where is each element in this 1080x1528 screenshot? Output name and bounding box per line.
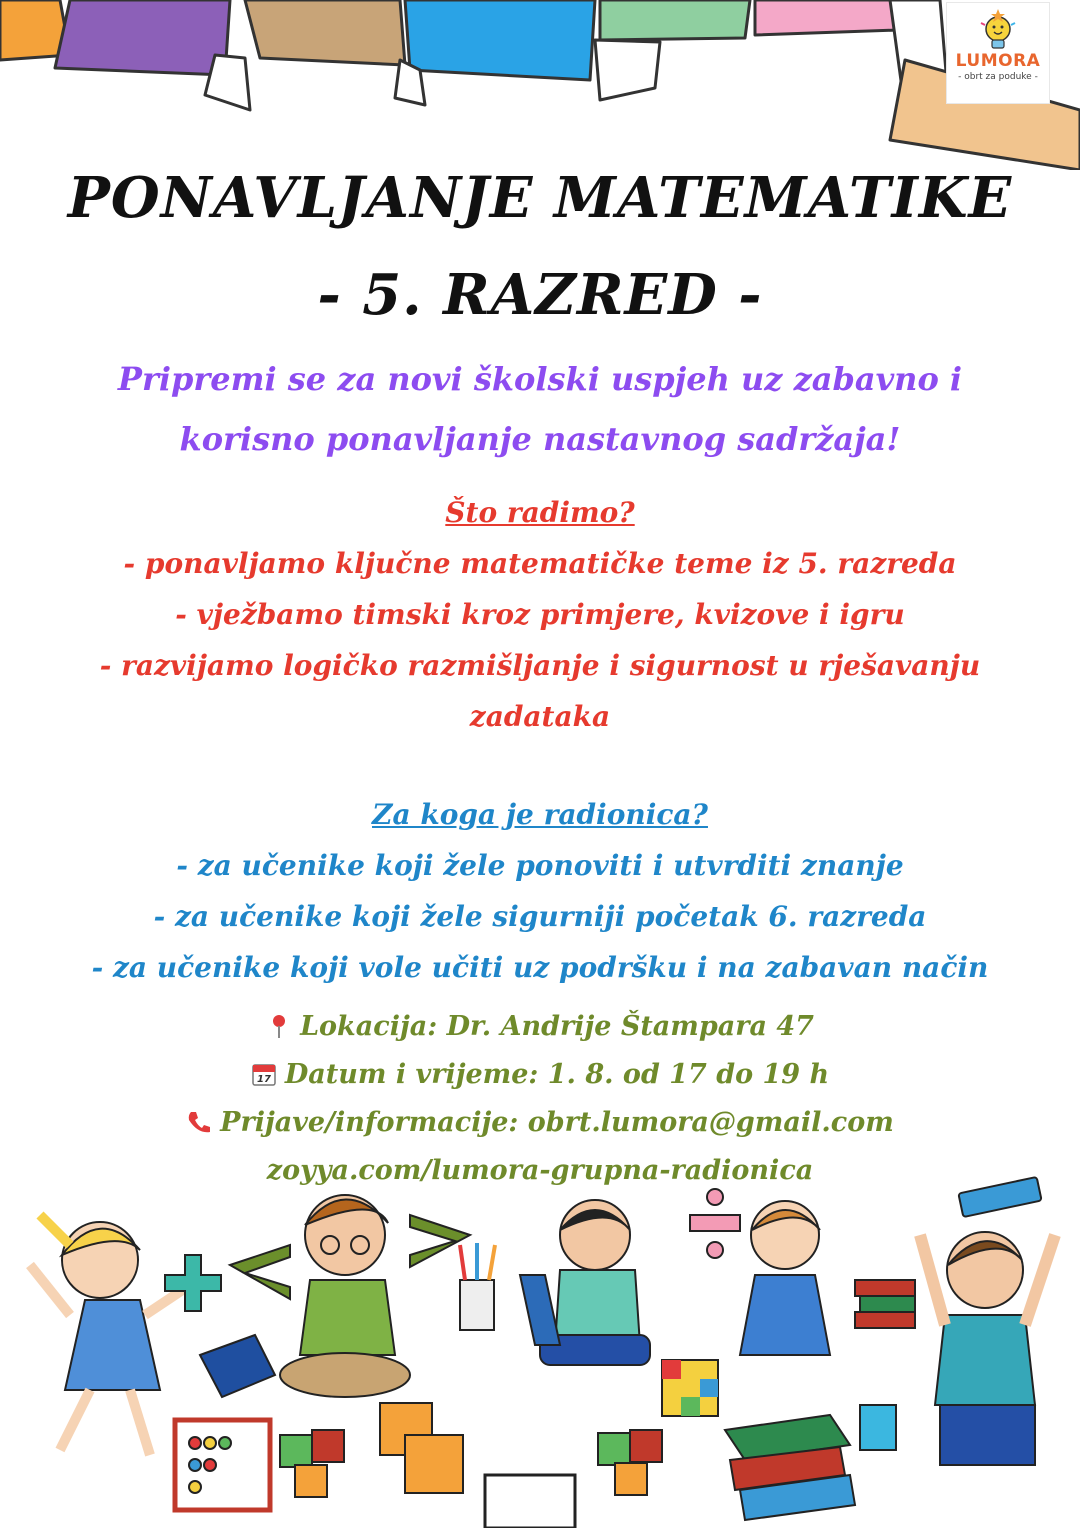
- lightbulb-icon: [976, 9, 1020, 53]
- what-section: [20, 487, 1060, 742]
- subtitle: [40, 349, 1040, 469]
- location-line: [20, 1003, 1060, 1051]
- logo-name: LUMORA: [955, 51, 1041, 71]
- location-text: Lokacija: Dr. Andrije Štampara 47: [300, 1011, 814, 1042]
- what-item: - razvijamo logičko razmišljanje i sigurnost u rješavanju: [99, 649, 981, 682]
- date-line: [20, 1051, 1060, 1099]
- svg-text:17: 17: [256, 1074, 271, 1085]
- who-section: [20, 789, 1060, 993]
- children-illustration: [0, 1175, 1080, 1528]
- what-item: - vježbamo timski kroz primjere, kvizove i igru: [175, 598, 905, 631]
- top-books-illustration: [0, 0, 1080, 170]
- who-item: - za učenike koji žele sigurniji početak 6. razreda: [153, 900, 927, 933]
- who-item: - za učenike koji žele ponoviti i utvrditi znanje: [176, 849, 904, 882]
- contact-line: [20, 1099, 1060, 1147]
- info-section: [20, 1003, 1060, 1195]
- subtitle-line1: Pripremi se za novi školski uspjeh uz zabavno i: [117, 360, 963, 398]
- pin-icon: [266, 1013, 292, 1039]
- contact-text: Prijave/informacije: obrt.lumora@gmail.com: [220, 1107, 894, 1138]
- page-title-line2: - 5. RAZRED -: [317, 262, 763, 328]
- subtitle-line2: korisno ponavljanje nastavnog sadržaja!: [179, 420, 901, 458]
- what-heading: Što radimo?: [445, 496, 635, 529]
- booking-link[interactable]: zoyya.com/lumora-grupna-radionica: [266, 1155, 814, 1186]
- logo-tagline: - obrt za poduke -: [958, 72, 1038, 82]
- what-item: zadataka: [469, 700, 611, 733]
- what-item: - ponavljamo ključne matematičke teme iz 5. razreda: [123, 547, 957, 580]
- lumora-logo: [946, 2, 1050, 104]
- phone-icon: [186, 1109, 212, 1135]
- who-heading: Za koga je radionica?: [372, 798, 708, 831]
- calendar-icon: [251, 1061, 277, 1087]
- page-title-line1: PONAVLJANJE MATEMATIKE: [67, 165, 1013, 231]
- who-item: - za učenike koji vole učiti uz podršku i na zabavan način: [91, 951, 989, 984]
- date-text: Datum i vrijeme: 1. 8. od 17 do 19 h: [284, 1059, 830, 1090]
